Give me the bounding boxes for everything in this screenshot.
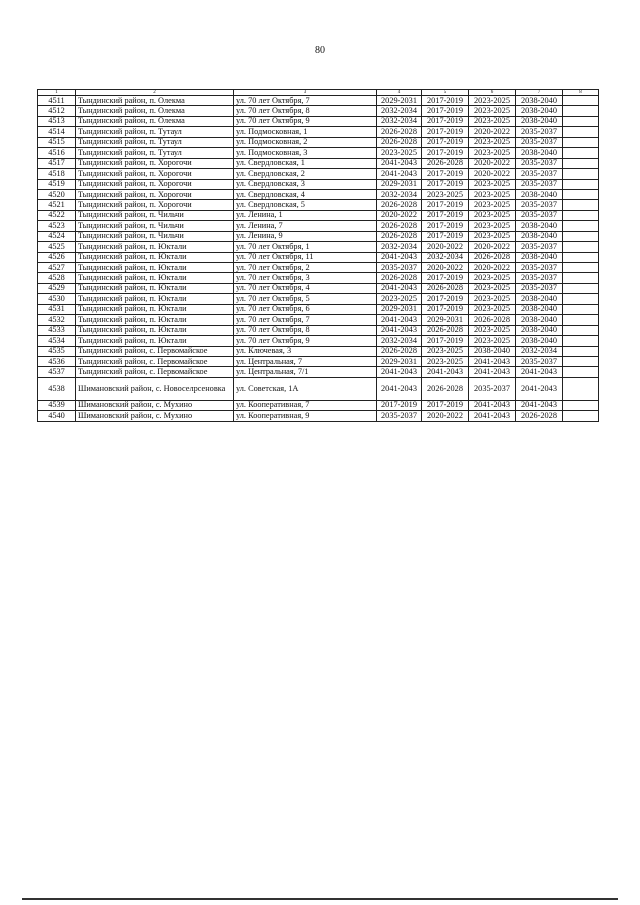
period-cell: 2017-2019 <box>422 273 469 283</box>
column-number: 1 <box>38 90 76 96</box>
period-cell: 2017-2019 <box>422 169 469 179</box>
table-row <box>38 189 599 199</box>
locality-cell: Тындинский район, п. Олекма <box>76 116 234 126</box>
period-cell: 2020-2022 <box>377 210 422 220</box>
address-cell: ул. Свердловская, 4 <box>234 189 377 199</box>
empty-cell <box>563 116 599 126</box>
period-cell: 2029-2031 <box>377 179 422 189</box>
locality-cell: Тындинский район, п. Тутаул <box>76 127 234 137</box>
table-row <box>38 325 599 335</box>
address-cell: ул. 70 лет Октября, 5 <box>234 294 377 304</box>
period-cell: 2023-2025 <box>469 210 516 220</box>
period-cell: 2026-2028 <box>422 325 469 335</box>
row-number-cell: 4531 <box>38 304 76 314</box>
locality-cell: Тындинский район, п. Юктали <box>76 263 234 273</box>
period-cell: 2023-2025 <box>469 189 516 199</box>
locality-cell: Тындинский район, п. Хорогочи <box>76 200 234 210</box>
period-cell: 2017-2019 <box>422 221 469 231</box>
period-cell: 2026-2028 <box>469 315 516 325</box>
address-cell: ул. 70 лет Октября, 8 <box>234 325 377 335</box>
table-row <box>38 242 599 252</box>
table-row <box>38 367 599 377</box>
period-cell: 2035-2037 <box>516 127 563 137</box>
address-cell: ул. 70 лет Октября, 7 <box>234 96 377 106</box>
empty-cell <box>563 304 599 314</box>
period-cell: 2017-2019 <box>422 304 469 314</box>
table-row <box>38 169 599 179</box>
period-cell: 2020-2022 <box>422 242 469 252</box>
period-cell: 2038-2040 <box>516 96 563 106</box>
empty-cell <box>563 315 599 325</box>
period-cell: 2017-2019 <box>422 148 469 158</box>
locality-cell: Тындинский район, п. Хорогочи <box>76 158 234 168</box>
period-cell: 2023-2025 <box>469 283 516 293</box>
locality-cell: Тындинский район, п. Хорогочи <box>76 189 234 199</box>
locality-cell: Тындинский район, с. Первомайское <box>76 367 234 377</box>
period-cell: 2026-2028 <box>422 158 469 168</box>
locality-cell: Тындинский район, п. Олекма <box>76 106 234 116</box>
empty-cell <box>563 273 599 283</box>
column-number: 2 <box>76 90 234 96</box>
period-cell: 2017-2019 <box>422 210 469 220</box>
address-cell: ул. Ленина, 9 <box>234 231 377 241</box>
locality-cell: Тындинский район, п. Юктали <box>76 325 234 335</box>
locality-cell: Тындинский район, п. Тутаул <box>76 137 234 147</box>
address-cell: ул. 70 лет Октября, 1 <box>234 242 377 252</box>
address-cell: ул. 70 лет Октября, 2 <box>234 263 377 273</box>
period-cell: 2017-2019 <box>422 400 469 410</box>
period-cell: 2038-2040 <box>516 294 563 304</box>
period-cell: 2038-2040 <box>516 148 563 158</box>
period-cell: 2038-2040 <box>516 221 563 231</box>
locality-cell: Тындинский район, п. Хорогочи <box>76 179 234 189</box>
row-number-cell: 4535 <box>38 346 76 356</box>
period-cell: 2017-2019 <box>422 179 469 189</box>
address-cell: ул. Центральная, 7 <box>234 356 377 366</box>
period-cell: 2038-2040 <box>516 231 563 241</box>
address-cell: ул. 70 лет Октября, 11 <box>234 252 377 262</box>
empty-cell <box>563 200 599 210</box>
page-number: 80 <box>315 45 325 56</box>
row-number-cell: 4524 <box>38 231 76 241</box>
locality-cell: Тындинский район, п. Юктали <box>76 294 234 304</box>
table-row <box>38 96 599 106</box>
locality-cell: Тындинский район, п. Юктали <box>76 273 234 283</box>
period-cell: 2029-2031 <box>377 96 422 106</box>
table-row <box>38 231 599 241</box>
locality-cell: Тындинский район, п. Юктали <box>76 283 234 293</box>
period-cell: 2023-2025 <box>469 336 516 346</box>
period-cell: 2041-2043 <box>377 169 422 179</box>
period-cell: 2017-2019 <box>422 294 469 304</box>
period-cell: 2023-2025 <box>469 116 516 126</box>
period-cell: 2023-2025 <box>469 273 516 283</box>
period-cell: 2032-2034 <box>377 106 422 116</box>
locality-cell: Тындинский район, п. Хорогочи <box>76 169 234 179</box>
table-row <box>38 356 599 366</box>
address-cell: ул. Подмосковная, 3 <box>234 148 377 158</box>
period-cell: 2023-2025 <box>469 325 516 335</box>
address-cell: ул. Ключевая, 3 <box>234 346 377 356</box>
period-cell: 2041-2043 <box>469 356 516 366</box>
period-cell: 2023-2025 <box>469 304 516 314</box>
period-cell: 2041-2043 <box>377 377 422 400</box>
table-row <box>38 158 599 168</box>
row-number-cell: 4519 <box>38 179 76 189</box>
table-row <box>38 127 599 137</box>
period-cell: 2020-2022 <box>469 127 516 137</box>
period-cell: 2023-2025 <box>422 189 469 199</box>
period-cell: 2038-2040 <box>516 106 563 116</box>
row-number-cell: 4540 <box>38 411 76 421</box>
period-cell: 2026-2028 <box>516 411 563 421</box>
period-cell: 2017-2019 <box>422 231 469 241</box>
period-cell: 2041-2043 <box>377 283 422 293</box>
address-cell: ул. Ленина, 7 <box>234 221 377 231</box>
empty-cell <box>563 400 599 410</box>
table-row <box>38 200 599 210</box>
empty-cell <box>563 96 599 106</box>
period-cell: 2035-2037 <box>516 179 563 189</box>
locality-cell: Шимановский район, с. Новоселрсеновка <box>76 377 234 400</box>
locality-cell: Тындинский район, п. Юктали <box>76 252 234 262</box>
address-cell: ул. 70 лет Октября, 8 <box>234 106 377 116</box>
period-cell: 2017-2019 <box>422 116 469 126</box>
period-cell: 2035-2037 <box>516 242 563 252</box>
empty-cell <box>563 294 599 304</box>
row-number-cell: 4515 <box>38 137 76 147</box>
address-cell: ул. 70 лет Октября, 7 <box>234 315 377 325</box>
column-number: 4 <box>377 90 422 96</box>
period-cell: 2026-2028 <box>377 127 422 137</box>
period-cell: 2041-2043 <box>377 158 422 168</box>
address-cell: ул. Подмосковная, 1 <box>234 127 377 137</box>
period-cell: 2035-2037 <box>516 263 563 273</box>
address-cell: ул. Советская, 1А <box>234 377 377 400</box>
period-cell: 2026-2028 <box>422 283 469 293</box>
period-cell: 2032-2034 <box>422 252 469 262</box>
bottom-rule <box>22 898 618 900</box>
empty-cell <box>563 106 599 116</box>
address-cell: ул. Центральная, 7/1 <box>234 367 377 377</box>
locality-cell: Тындинский район, п. Тутаул <box>76 148 234 158</box>
address-cell: ул. Свердловская, 3 <box>234 179 377 189</box>
period-cell: 2023-2025 <box>422 346 469 356</box>
period-cell: 2023-2025 <box>469 148 516 158</box>
period-cell: 2035-2037 <box>516 200 563 210</box>
table-row <box>38 315 599 325</box>
period-cell: 2023-2025 <box>469 200 516 210</box>
row-number-cell: 4539 <box>38 400 76 410</box>
locality-cell: Тындинский район, с. Первомайское <box>76 346 234 356</box>
row-number-cell: 4534 <box>38 336 76 346</box>
row-number-cell: 4538 <box>38 377 76 400</box>
period-cell: 2029-2031 <box>422 315 469 325</box>
empty-cell <box>563 179 599 189</box>
address-cell: ул. 70 лет Октября, 3 <box>234 273 377 283</box>
period-cell: 2020-2022 <box>469 169 516 179</box>
row-number-cell: 4512 <box>38 106 76 116</box>
period-cell: 2038-2040 <box>516 252 563 262</box>
empty-cell <box>563 263 599 273</box>
table-row <box>38 210 599 220</box>
period-cell: 2023-2025 <box>469 221 516 231</box>
empty-cell <box>563 367 599 377</box>
period-cell: 2035-2037 <box>516 210 563 220</box>
row-number-cell: 4514 <box>38 127 76 137</box>
locality-cell: Шимановский район, с. Мухино <box>76 411 234 421</box>
locality-cell: Шимановский район, с. Мухино <box>76 400 234 410</box>
address-cell: ул. 70 лет Октября, 4 <box>234 283 377 293</box>
period-cell: 2035-2037 <box>516 283 563 293</box>
empty-cell <box>563 231 599 241</box>
period-cell: 2020-2022 <box>422 411 469 421</box>
empty-cell <box>563 336 599 346</box>
row-number-cell: 4536 <box>38 356 76 366</box>
empty-cell <box>563 169 599 179</box>
empty-cell <box>563 189 599 199</box>
address-cell: ул. 70 лет Октября, 9 <box>234 116 377 126</box>
registry-table <box>37 89 599 422</box>
period-cell: 2041-2043 <box>377 325 422 335</box>
period-cell: 2032-2034 <box>377 116 422 126</box>
empty-cell <box>563 356 599 366</box>
period-cell: 2020-2022 <box>469 242 516 252</box>
locality-cell: Тындинский район, п. Юктали <box>76 242 234 252</box>
empty-cell <box>563 158 599 168</box>
period-cell: 2026-2028 <box>377 200 422 210</box>
period-cell: 2023-2025 <box>469 179 516 189</box>
empty-cell <box>563 411 599 421</box>
empty-cell <box>563 148 599 158</box>
period-cell: 2017-2019 <box>422 106 469 116</box>
empty-cell <box>563 210 599 220</box>
row-number-cell: 4518 <box>38 169 76 179</box>
period-cell: 2035-2037 <box>377 263 422 273</box>
period-cell: 2026-2028 <box>377 231 422 241</box>
period-cell: 2035-2037 <box>516 356 563 366</box>
period-cell: 2038-2040 <box>516 189 563 199</box>
period-cell: 2035-2037 <box>516 158 563 168</box>
row-number-cell: 4527 <box>38 263 76 273</box>
period-cell: 2041-2043 <box>422 367 469 377</box>
address-cell: ул. Свердловская, 2 <box>234 169 377 179</box>
empty-cell <box>563 252 599 262</box>
table-row <box>38 106 599 116</box>
period-cell: 2026-2028 <box>377 137 422 147</box>
locality-cell: Тындинский район, п. Чильчи <box>76 210 234 220</box>
address-cell: ул. Подмосковная, 2 <box>234 137 377 147</box>
period-cell: 2017-2019 <box>422 200 469 210</box>
period-cell: 2023-2025 <box>469 106 516 116</box>
period-cell: 2038-2040 <box>469 346 516 356</box>
period-cell: 2038-2040 <box>516 336 563 346</box>
period-cell: 2023-2025 <box>469 137 516 147</box>
row-number-cell: 4511 <box>38 96 76 106</box>
column-number: 7 <box>516 90 563 96</box>
period-cell: 2026-2028 <box>377 221 422 231</box>
table-row <box>38 283 599 293</box>
period-cell: 2038-2040 <box>516 304 563 314</box>
empty-cell <box>563 127 599 137</box>
period-cell: 2041-2043 <box>469 367 516 377</box>
table-row <box>38 148 599 158</box>
period-cell: 2032-2034 <box>377 189 422 199</box>
period-cell: 2026-2028 <box>377 346 422 356</box>
row-number-cell: 4522 <box>38 210 76 220</box>
period-cell: 2023-2025 <box>469 96 516 106</box>
period-cell: 2035-2037 <box>516 273 563 283</box>
table-row <box>38 179 599 189</box>
address-cell: ул. Свердловская, 5 <box>234 200 377 210</box>
period-cell: 2026-2028 <box>377 273 422 283</box>
period-cell: 2041-2043 <box>516 377 563 400</box>
row-number-cell: 4526 <box>38 252 76 262</box>
empty-cell <box>563 377 599 400</box>
column-number: 5 <box>422 90 469 96</box>
row-number-cell: 4529 <box>38 283 76 293</box>
period-cell: 2020-2022 <box>469 158 516 168</box>
period-cell: 2038-2040 <box>516 325 563 335</box>
row-number-cell: 4523 <box>38 221 76 231</box>
period-cell: 2023-2025 <box>377 148 422 158</box>
period-cell: 2041-2043 <box>469 400 516 410</box>
empty-cell <box>563 283 599 293</box>
period-cell: 2038-2040 <box>516 116 563 126</box>
row-number-cell: 4517 <box>38 158 76 168</box>
row-number-cell: 4516 <box>38 148 76 158</box>
table-row <box>38 294 599 304</box>
period-cell: 2017-2019 <box>422 127 469 137</box>
period-cell: 2020-2022 <box>469 263 516 273</box>
period-cell: 2029-2031 <box>377 356 422 366</box>
address-cell: ул. Кооперативная, 9 <box>234 411 377 421</box>
locality-cell: Тындинский район, с. Первомайское <box>76 356 234 366</box>
table-row <box>38 221 599 231</box>
table-row <box>38 346 599 356</box>
period-cell: 2023-2025 <box>469 294 516 304</box>
row-number-cell: 4525 <box>38 242 76 252</box>
period-cell: 2041-2043 <box>377 367 422 377</box>
row-number-cell: 4533 <box>38 325 76 335</box>
period-cell: 2041-2043 <box>516 400 563 410</box>
period-cell: 2035-2037 <box>516 169 563 179</box>
row-number-cell: 4532 <box>38 315 76 325</box>
empty-cell <box>563 137 599 147</box>
table-row <box>38 273 599 283</box>
address-cell: ул. 70 лет Октября, 9 <box>234 336 377 346</box>
period-cell: 2041-2043 <box>469 411 516 421</box>
period-cell: 2023-2025 <box>377 294 422 304</box>
period-cell: 2032-2034 <box>377 242 422 252</box>
period-cell: 2023-2025 <box>469 231 516 241</box>
table-row <box>38 304 599 314</box>
period-cell: 2041-2043 <box>516 367 563 377</box>
empty-cell <box>563 221 599 231</box>
table-row <box>38 377 599 400</box>
empty-cell <box>563 242 599 252</box>
period-cell: 2032-2034 <box>516 346 563 356</box>
period-cell: 2017-2019 <box>422 96 469 106</box>
address-cell: ул. Кооперативная, 7 <box>234 400 377 410</box>
column-number: 3 <box>234 90 377 96</box>
locality-cell: Тындинский район, п. Юктали <box>76 336 234 346</box>
row-number-cell: 4513 <box>38 116 76 126</box>
period-cell: 2026-2028 <box>422 377 469 400</box>
table-row <box>38 263 599 273</box>
period-cell: 2020-2022 <box>422 263 469 273</box>
column-number: 6 <box>469 90 516 96</box>
table-row <box>38 252 599 262</box>
period-cell: 2032-2034 <box>377 336 422 346</box>
period-cell: 2017-2019 <box>422 336 469 346</box>
locality-cell: Тындинский район, п. Юктали <box>76 304 234 314</box>
address-cell: ул. Ленина, 1 <box>234 210 377 220</box>
period-cell: 2035-2037 <box>377 411 422 421</box>
period-cell: 2041-2043 <box>377 315 422 325</box>
period-cell: 2026-2028 <box>469 252 516 262</box>
empty-cell <box>563 325 599 335</box>
period-cell: 2035-2037 <box>516 137 563 147</box>
period-cell: 2035-2037 <box>469 377 516 400</box>
column-number: 8 <box>563 90 599 96</box>
table-row <box>38 137 599 147</box>
period-cell: 2041-2043 <box>377 252 422 262</box>
table-row <box>38 116 599 126</box>
locality-cell: Тындинский район, п. Олекма <box>76 96 234 106</box>
row-number-cell: 4528 <box>38 273 76 283</box>
empty-cell <box>563 346 599 356</box>
address-cell: ул. 70 лет Октября, 6 <box>234 304 377 314</box>
row-number-cell: 4530 <box>38 294 76 304</box>
locality-cell: Тындинский район, п. Юктали <box>76 315 234 325</box>
table-row <box>38 400 599 410</box>
period-cell: 2017-2019 <box>422 137 469 147</box>
period-cell: 2023-2025 <box>422 356 469 366</box>
row-number-cell: 4520 <box>38 189 76 199</box>
table-row <box>38 336 599 346</box>
table-row <box>38 411 599 421</box>
row-number-cell: 4521 <box>38 200 76 210</box>
registry-table-body <box>38 90 599 422</box>
locality-cell: Тындинский район, п. Чильчи <box>76 221 234 231</box>
row-number-cell: 4537 <box>38 367 76 377</box>
period-cell: 2038-2040 <box>516 315 563 325</box>
address-cell: ул. Свердловская, 1 <box>234 158 377 168</box>
locality-cell: Тындинский район, п. Чильчи <box>76 231 234 241</box>
period-cell: 2029-2031 <box>377 304 422 314</box>
period-cell: 2017-2019 <box>377 400 422 410</box>
